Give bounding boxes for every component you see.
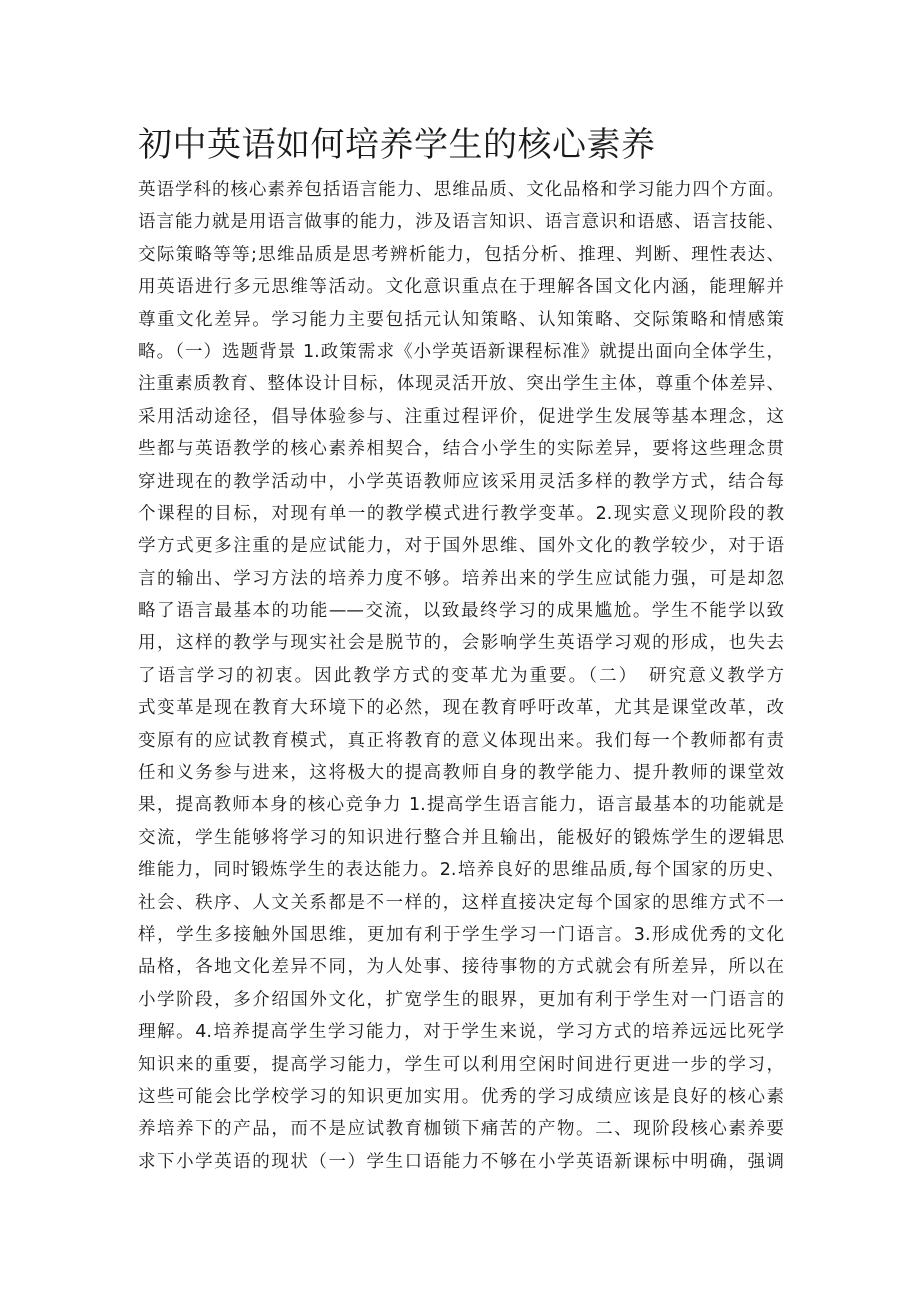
body-text-line: 式变革是现在教育大环境下的必然，现在教育呼吁改革，尤其是课堂改革，改 — [138, 698, 784, 719]
body-text-line: 维能力，同时锻炼学生的表达能力。2.培养良好的思维品质,每个国家的历史、 — [138, 860, 784, 881]
body-text-line: 交流，学生能够将学习的知识进行整合并且输出，能极好的锻炼学生的逻辑思 — [138, 827, 784, 848]
body-text-line: 果，提高教师本身的核心竞争力 1.提高学生语言能力，语言最基本的功能就是 — [138, 795, 784, 816]
body-text-line: 这些可能会比学校学习的知识更加实用。优秀的学习成绩应该是良好的核心素 — [138, 1086, 784, 1107]
body-text-line: 小学阶段，多介绍国外文化，扩宽学生的眼界，更加有利于学生对一门语言的 — [138, 989, 784, 1010]
body-text-line: 穿进现在的教学活动中，小学英语教师应该采用灵活多样的教学方式，结合每 — [138, 471, 784, 492]
body-text-line: 尊重文化差异。学习能力主要包括元认知策略、认知策略、交际策略和情感策 — [138, 309, 784, 330]
body-text-line: 养培养下的产品，而不是应试教育枷锁下痛苦的产物。二、现阶段核心素养要 — [138, 1119, 784, 1140]
body-text-line: 个课程的目标，对现有单一的教学模式进行教学变革。2.现实意义现阶段的教 — [138, 503, 784, 524]
body-text-line: 交际策略等等;思维品质是思考辨析能力，包括分析、推理、判断、理性表达、 — [138, 244, 784, 265]
body-text-line: 略了语言最基本的功能——交流，以致最终学习的成果尴尬。学生不能学以致 — [138, 601, 784, 622]
body-text-line: 知识来的重要，提高学习能力，学生可以利用空闲时间进行更进一步的学习， — [138, 1054, 784, 1075]
body-text-line: 语言能力就是用语言做事的能力，涉及语言知识、语言意识和语感、语言技能、 — [138, 212, 784, 233]
body-text-line: 求下小学英语的现状（一）学生口语能力不够在小学英语新课标中明确，强调 — [138, 1151, 784, 1172]
body-text-line: 品格，各地文化差异不同，为人处事、接待事物的方式就会有所差异，所以在 — [138, 957, 784, 978]
body-text-line: 任和义务参与进来，这将极大的提高教师自身的教学能力、提升教师的课堂效 — [138, 763, 784, 784]
body-text-line: 样，学生多接触外国思维，更加有利于学生学习一门语言。3.形成优秀的文化 — [138, 924, 784, 945]
document-body — [138, 174, 784, 1178]
body-text-line: 注重素质教育、整体设计目标，体现灵活开放、突出学生主体，尊重个体差异、 — [138, 374, 784, 395]
body-text-line: 英语学科的核心素养包括语言能力、思维品质、文化品格和学习能力四个方面。 — [138, 180, 784, 200]
body-text-line: 变原有的应试教育模式，真正将教育的意义体现出来。我们每一个教师都有责 — [138, 730, 784, 751]
document-title: 初中英语如何培养学生的核心素养 — [138, 125, 656, 165]
body-text-line: 采用活动途径，倡导体验参与、注重过程评价，促进学生发展等基本理念，这 — [138, 406, 784, 427]
body-text-line: 了语言学习的初衷。因此教学方式的变革尤为重要。（二） 研究意义教学方 — [138, 665, 784, 686]
body-text-line: 言的输出、学习方法的培养力度不够。培养出来的学生应试能力强，可是却忽 — [138, 568, 784, 589]
body-text-line: 学方式更多注重的是应试能力，对于国外思维、国外文化的教学较少，对于语 — [138, 536, 784, 557]
body-text-line: 理解。4.培养提高学生学习能力，对于学生来说，学习方式的培养远远比死学 — [138, 1022, 784, 1043]
body-text-line: 用英语进行多元思维等活动。文化意识重点在于理解各国文化内涵，能理解并 — [138, 277, 784, 298]
body-text-line: 用，这样的教学与现实社会是脱节的，会影响学生英语学习观的形成，也失去 — [138, 633, 784, 654]
body-text-line: 些都与英语教学的核心素养相契合，结合小学生的实际差异，要将这些理念贯 — [138, 439, 784, 460]
body-text-line: 社会、秩序、人文关系都是不一样的，这样直接决定每个国家的思维方式不一 — [138, 892, 784, 913]
body-text-line: 略。（一）选题背景 1.政策需求《小学英语新课程标准》就提出面向全体学生， — [138, 341, 784, 362]
